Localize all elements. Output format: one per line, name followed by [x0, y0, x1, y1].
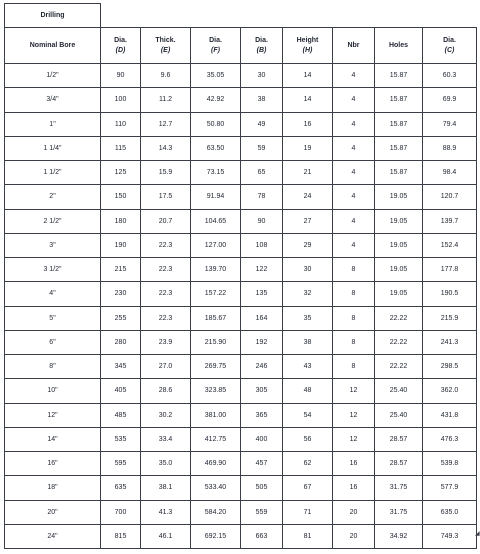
table-cell-f: 127.00	[191, 233, 241, 257]
table-cell-holes: 31.75	[375, 476, 423, 500]
table-cell-bore: 2 1/2"	[5, 209, 101, 233]
table-cell-b: 65	[241, 161, 283, 185]
table-cell-b: 122	[241, 258, 283, 282]
table-cell-bore: 3"	[5, 233, 101, 257]
table-cell-nbr: 16	[333, 452, 375, 476]
group-header-row	[5, 4, 477, 28]
column-header-e	[141, 28, 191, 64]
table-cell-nbr: 4	[333, 64, 375, 88]
column-header-label: Height	[296, 37, 319, 45]
table-cell-bore: 2"	[5, 185, 101, 209]
table-cell-e: 9.6	[141, 64, 191, 88]
table-cell-c: 190.5	[423, 282, 477, 306]
table-cell-d: 100	[101, 88, 141, 112]
table-cell-h: 16	[283, 112, 333, 136]
table-cell-d: 405	[101, 379, 141, 403]
table-cell-bore: 20"	[5, 500, 101, 524]
table-cell-f: 104.65	[191, 209, 241, 233]
table-cell-f: 139.70	[191, 258, 241, 282]
table-row	[5, 306, 477, 330]
table-cell-c: 298.5	[423, 355, 477, 379]
table-cell-b: 305	[241, 379, 283, 403]
drilling-group-header: Drilling	[5, 4, 101, 28]
table-cell-f: 63.50	[191, 136, 241, 160]
table-row	[5, 355, 477, 379]
table-row	[5, 209, 477, 233]
table-cell-d: 180	[101, 209, 141, 233]
table-row	[5, 64, 477, 88]
table-cell-nbr: 4	[333, 136, 375, 160]
table-cell-nbr: 8	[333, 330, 375, 354]
table-cell-d: 110	[101, 112, 141, 136]
table-row	[5, 161, 477, 185]
table-cell-h: 56	[283, 427, 333, 451]
table-cell-nbr: 16	[333, 476, 375, 500]
table-cell-bore: 4"	[5, 282, 101, 306]
table-row	[5, 136, 477, 160]
table-cell-f: 42.92	[191, 88, 241, 112]
table-cell-f: 185.67	[191, 306, 241, 330]
table-cell-nbr: 8	[333, 355, 375, 379]
table-cell-nbr: 12	[333, 403, 375, 427]
table-cell-nbr: 20	[333, 524, 375, 548]
table-cell-c: 577.9	[423, 476, 477, 500]
table-cell-holes: 15.87	[375, 136, 423, 160]
table-cell-holes: 19.05	[375, 209, 423, 233]
table-cell-holes: 15.87	[375, 161, 423, 185]
table-cell-f: 91.94	[191, 185, 241, 209]
table-cell-bore: 6"	[5, 330, 101, 354]
table-cell-b: 30	[241, 64, 283, 88]
table-cell-f: 73.15	[191, 161, 241, 185]
corner-mark: ◢	[475, 531, 480, 537]
table-cell-holes: 15.87	[375, 112, 423, 136]
table-cell-e: 41.3	[141, 500, 191, 524]
table-cell-h: 29	[283, 233, 333, 257]
table-cell-bore: 12"	[5, 403, 101, 427]
table-cell-nbr: 12	[333, 379, 375, 403]
table-cell-h: 14	[283, 88, 333, 112]
table-body	[5, 64, 480, 549]
table-row	[5, 452, 477, 476]
table-cell-h: 81	[283, 524, 333, 548]
table-row	[5, 185, 477, 209]
table-row	[5, 379, 477, 403]
table-cell-c: 88.9	[423, 136, 477, 160]
table-cell-bore: 3/4"	[5, 88, 101, 112]
table-cell-holes: 19.05	[375, 233, 423, 257]
table-cell-h: 35	[283, 306, 333, 330]
table-cell-nbr: 8	[333, 306, 375, 330]
column-header-f	[191, 28, 241, 64]
table-cell-holes: 19.05	[375, 258, 423, 282]
table-cell-b: 78	[241, 185, 283, 209]
table-cell-nbr: 4	[333, 112, 375, 136]
table-cell-d: 190	[101, 233, 141, 257]
table-cell-bore: 3 1/2"	[5, 258, 101, 282]
table-cell-nbr: 8	[333, 282, 375, 306]
table-cell-d: 215	[101, 258, 141, 282]
table-cell-c: 98.4	[423, 161, 477, 185]
column-header-label: Dia.	[255, 37, 268, 45]
table-cell-c: 79.4	[423, 112, 477, 136]
table-cell-bore: 1/2"	[5, 64, 101, 88]
table-cell-bore: 10"	[5, 379, 101, 403]
table-cell-b: 108	[241, 233, 283, 257]
table-cell-e: 20.7	[141, 209, 191, 233]
table-cell-holes: 15.87	[375, 64, 423, 88]
table-cell-bore: 24"	[5, 524, 101, 548]
table-cell-c: 69.9	[423, 88, 477, 112]
table-cell-b: 663	[241, 524, 283, 548]
table-cell-h: 71	[283, 500, 333, 524]
table-cell-d: 485	[101, 403, 141, 427]
column-header-symbol: (C)	[444, 46, 455, 54]
column-header-symbol: (E)	[160, 46, 171, 54]
table-cell-d: 815	[101, 524, 141, 548]
table-cell-d: 150	[101, 185, 141, 209]
table-cell-b: 559	[241, 500, 283, 524]
table-cell-holes: 15.87	[375, 88, 423, 112]
table-cell-b: 164	[241, 306, 283, 330]
table-cell-h: 27	[283, 209, 333, 233]
column-header-nbr	[333, 28, 375, 64]
table-cell-nbr: 12	[333, 427, 375, 451]
table-cell-h: 19	[283, 136, 333, 160]
table-cell-holes: 28.57	[375, 452, 423, 476]
table-cell-b: 365	[241, 403, 283, 427]
table-cell-e: 22.3	[141, 258, 191, 282]
table-cell-c: 215.9	[423, 306, 477, 330]
table-row	[5, 233, 477, 257]
table-cell-b: 457	[241, 452, 283, 476]
table-cell-h: 43	[283, 355, 333, 379]
table-cell-h: 24	[283, 185, 333, 209]
column-header-label: Thick.	[155, 37, 176, 45]
table-row	[5, 427, 477, 451]
group-header-spacer	[101, 4, 477, 28]
table-cell-d: 700	[101, 500, 141, 524]
table-cell-c: 362.0	[423, 379, 477, 403]
table-cell-h: 21	[283, 161, 333, 185]
table-cell-holes: 25.40	[375, 403, 423, 427]
table-cell-d: 345	[101, 355, 141, 379]
table-cell-bore: 1 1/2"	[5, 161, 101, 185]
table-cell-nbr: 8	[333, 258, 375, 282]
table-cell-bore: 16"	[5, 452, 101, 476]
table-cell-c: 431.8	[423, 403, 477, 427]
table-cell-b: 192	[241, 330, 283, 354]
table-cell-e: 15.9	[141, 161, 191, 185]
table-cell-nbr: 20	[333, 500, 375, 524]
table-cell-bore: 1 1/4"	[5, 136, 101, 160]
table-cell-d: 595	[101, 452, 141, 476]
column-header-bore	[5, 28, 101, 64]
table-cell-e: 14.3	[141, 136, 191, 160]
table-cell-d: 115	[101, 136, 141, 160]
table-cell-f: 381.00	[191, 403, 241, 427]
column-header-b	[241, 28, 283, 64]
table-cell-f: 157.22	[191, 282, 241, 306]
table-row	[5, 330, 477, 354]
column-header-label: Dia.	[443, 37, 456, 45]
table-row	[5, 500, 477, 524]
table-cell-f: 584.20	[191, 500, 241, 524]
table-cell-c: 152.4	[423, 233, 477, 257]
table-cell-bore: 8"	[5, 355, 101, 379]
table-cell-nbr: 4	[333, 233, 375, 257]
column-header-label: Nominal Bore	[29, 41, 76, 49]
table-cell-c: 139.7	[423, 209, 477, 233]
table-cell-e: 35.0	[141, 452, 191, 476]
column-header-label: Dia.	[114, 37, 127, 45]
table-cell-e: 38.1	[141, 476, 191, 500]
table-cell-e: 23.9	[141, 330, 191, 354]
table-cell-f: 269.75	[191, 355, 241, 379]
table-cell-b: 246	[241, 355, 283, 379]
table-row	[5, 282, 477, 306]
table-row	[5, 112, 477, 136]
table-cell-e: 27.0	[141, 355, 191, 379]
table-cell-f: 323.85	[191, 379, 241, 403]
column-header-symbol: (B)	[256, 46, 267, 54]
table-cell-h: 48	[283, 379, 333, 403]
table-cell-bore: 5"	[5, 306, 101, 330]
table-cell-c: 635.0	[423, 500, 477, 524]
table-cell-nbr: 4	[333, 209, 375, 233]
column-header-c	[423, 28, 477, 64]
column-header-symbol: (D)	[115, 46, 126, 54]
table-cell-b: 135	[241, 282, 283, 306]
table-row	[5, 476, 477, 500]
table-cell-b: 59	[241, 136, 283, 160]
table-cell-h: 38	[283, 330, 333, 354]
table-cell-e: 46.1	[141, 524, 191, 548]
table-row	[5, 258, 477, 282]
table-cell-e: 22.3	[141, 233, 191, 257]
table-cell-f: 469.90	[191, 452, 241, 476]
table-cell-holes: 28.57	[375, 427, 423, 451]
table-cell-e: 22.3	[141, 306, 191, 330]
table-cell-nbr: 4	[333, 185, 375, 209]
table-cell-e: 11.2	[141, 88, 191, 112]
column-header-holes	[375, 28, 423, 64]
flange-dimensions-table-wrapper	[4, 3, 480, 549]
table-cell-c: 749.3	[423, 524, 477, 548]
table-cell-b: 505	[241, 476, 283, 500]
table-cell-c: 241.3	[423, 330, 477, 354]
table-cell-c: 120.7	[423, 185, 477, 209]
table-cell-h: 54	[283, 403, 333, 427]
table-cell-b: 49	[241, 112, 283, 136]
table-cell-d: 635	[101, 476, 141, 500]
flange-dimensions-table	[4, 3, 480, 549]
table-cell-holes: 22.22	[375, 306, 423, 330]
table-cell-bore: 1"	[5, 112, 101, 136]
table-cell-f: 50.80	[191, 112, 241, 136]
table-cell-holes: 19.05	[375, 185, 423, 209]
column-header-row	[5, 28, 477, 64]
table-row	[5, 403, 477, 427]
table-cell-nbr: 4	[333, 161, 375, 185]
table-cell-h: 30	[283, 258, 333, 282]
table-cell-f: 35.05	[191, 64, 241, 88]
table-cell-d: 535	[101, 427, 141, 451]
table-cell-c: 177.8	[423, 258, 477, 282]
table-cell-d: 280	[101, 330, 141, 354]
table-cell-d: 230	[101, 282, 141, 306]
column-header-label: Nbr	[347, 41, 360, 49]
table-cell-f: 533.40	[191, 476, 241, 500]
table-cell-e: 28.6	[141, 379, 191, 403]
table-cell-nbr: 4	[333, 88, 375, 112]
table-cell-b: 38	[241, 88, 283, 112]
table-cell-holes: 34.92	[375, 524, 423, 548]
table-cell-holes: 22.22	[375, 355, 423, 379]
table-cell-c: 60.3	[423, 64, 477, 88]
table-cell-f: 692.15	[191, 524, 241, 548]
table-cell-e: 30.2	[141, 403, 191, 427]
table-cell-e: 33.4	[141, 427, 191, 451]
column-header-label: Dia.	[209, 37, 222, 45]
table-cell-e: 12.7	[141, 112, 191, 136]
column-header-symbol: (F)	[211, 46, 220, 54]
column-header-d	[101, 28, 141, 64]
table-cell-bore: 18"	[5, 476, 101, 500]
table-cell-d: 90	[101, 64, 141, 88]
table-cell-b: 400	[241, 427, 283, 451]
table-row	[5, 524, 477, 548]
column-header-h	[283, 28, 333, 64]
table-cell-c: 476.3	[423, 427, 477, 451]
table-cell-d: 255	[101, 306, 141, 330]
table-row	[5, 88, 477, 112]
table-cell-holes: 31.75	[375, 500, 423, 524]
column-header-label: Holes	[388, 41, 409, 49]
table-cell-f: 215.90	[191, 330, 241, 354]
table-cell-bore: 14"	[5, 427, 101, 451]
table-cell-h: 14	[283, 64, 333, 88]
table-cell-holes: 25.40	[375, 379, 423, 403]
table-cell-h: 62	[283, 452, 333, 476]
table-cell-d: 125	[101, 161, 141, 185]
table-cell-holes: 22.22	[375, 330, 423, 354]
table-cell-h: 32	[283, 282, 333, 306]
table-cell-e: 22.3	[141, 282, 191, 306]
table-cell-holes: 19.05	[375, 282, 423, 306]
table-cell-e: 17.5	[141, 185, 191, 209]
table-cell-h: 67	[283, 476, 333, 500]
table-cell-c: 539.8	[423, 452, 477, 476]
column-header-symbol: (H)	[302, 46, 313, 54]
table-cell-b: 90	[241, 209, 283, 233]
table-cell-f: 412.75	[191, 427, 241, 451]
